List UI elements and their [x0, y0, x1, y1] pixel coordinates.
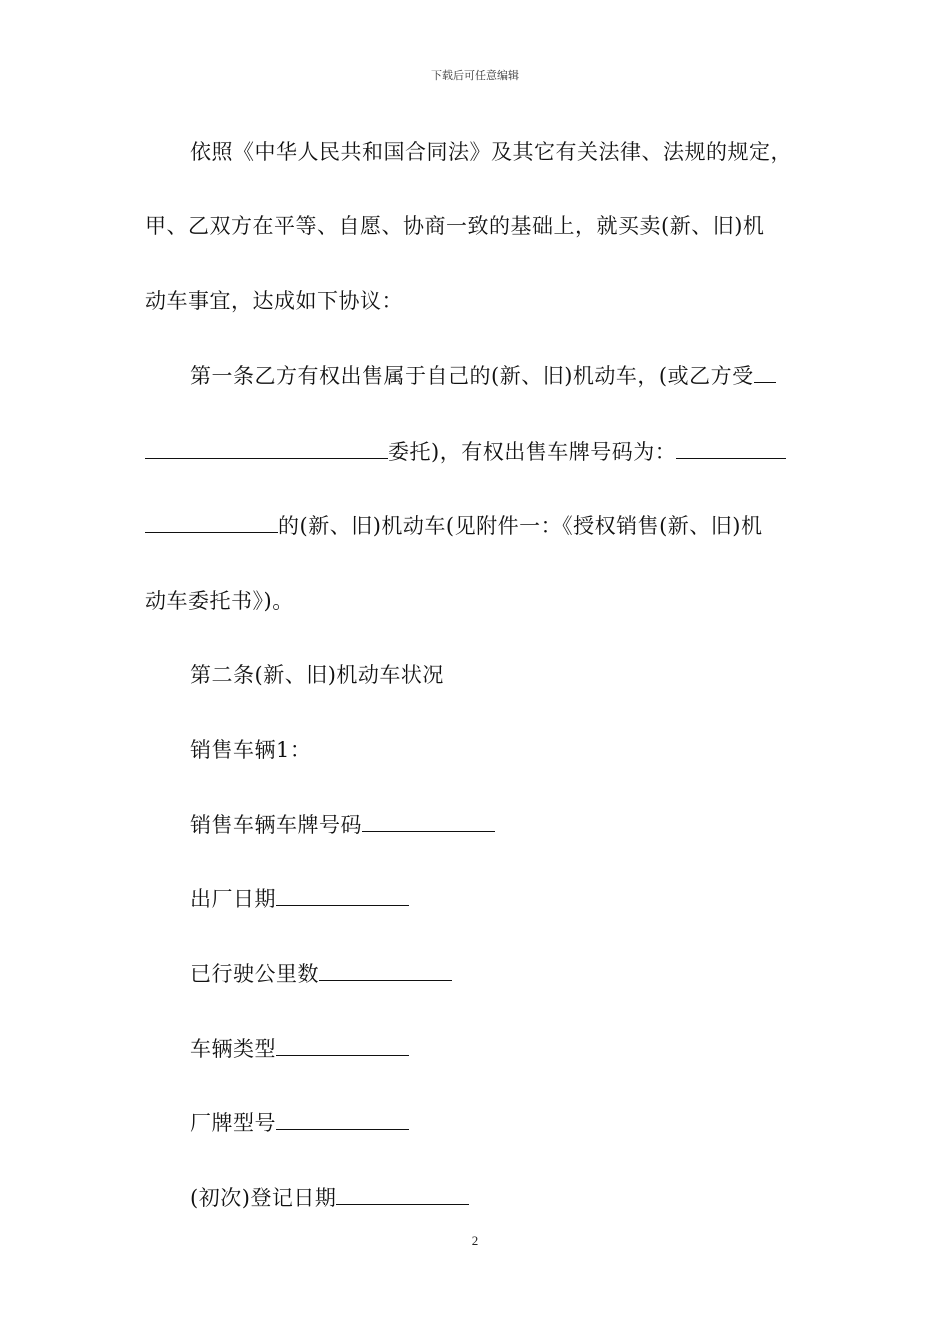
article-1-text: 委托)，有权出售车牌号码为： — [388, 440, 677, 464]
plate-number-field — [190, 811, 495, 839]
mileage-field — [190, 960, 452, 988]
fill-in-blank — [276, 1037, 409, 1056]
fill-in-blank — [276, 887, 409, 906]
vehicle-1-label: 销售车辆1： — [190, 738, 312, 762]
article-1-text: 的(新、旧)机动车(见附件一：《授权销售(新、旧)机 — [278, 514, 763, 538]
paragraph-line: 依照《中华人民共和国合同法》及其它有关法律、法规的规定， — [190, 140, 792, 164]
field-label: (初次)登记日期 — [190, 1186, 337, 1210]
vehicle-type-field — [190, 1035, 409, 1063]
fill-in-blank — [362, 813, 495, 832]
field-label: 销售车辆车牌号码 — [190, 813, 362, 837]
brand-model-field — [190, 1109, 409, 1137]
article-2-heading: 第二条(新、旧)机动车状况 — [190, 663, 444, 687]
paragraph-line: 甲、乙双方在平等、自愿、协商一致的基础上，就买卖(新、旧)机 — [145, 214, 765, 238]
field-label: 车辆类型 — [190, 1037, 276, 1061]
manufacture-date-field — [190, 885, 409, 913]
article-1-line — [190, 362, 776, 390]
registration-date-field — [190, 1184, 469, 1212]
field-label: 厂牌型号 — [190, 1111, 276, 1135]
fill-in-blank — [145, 514, 278, 533]
page-number: 2 — [471, 1233, 479, 1248]
fill-in-blank — [145, 440, 388, 459]
paragraph-line: 动车事宜，达成如下协议： — [145, 289, 403, 313]
paragraph-line: 动车委托书》)。 — [145, 589, 294, 613]
fill-in-blank — [276, 1111, 409, 1130]
article-1-line — [145, 512, 762, 540]
fill-in-blank — [754, 364, 776, 383]
fill-in-blank — [676, 440, 786, 459]
article-1-text: 第一条乙方有权出售属于自己的(新、旧)机动车，(或乙方受 — [190, 364, 754, 388]
fill-in-blank — [319, 962, 452, 981]
field-label: 出厂日期 — [190, 887, 276, 911]
field-label: 已行驶公里数 — [190, 962, 319, 986]
article-1-line — [145, 438, 786, 466]
fill-in-blank — [336, 1186, 469, 1205]
download-editable-note: 下载后可任意编辑 — [431, 69, 519, 82]
